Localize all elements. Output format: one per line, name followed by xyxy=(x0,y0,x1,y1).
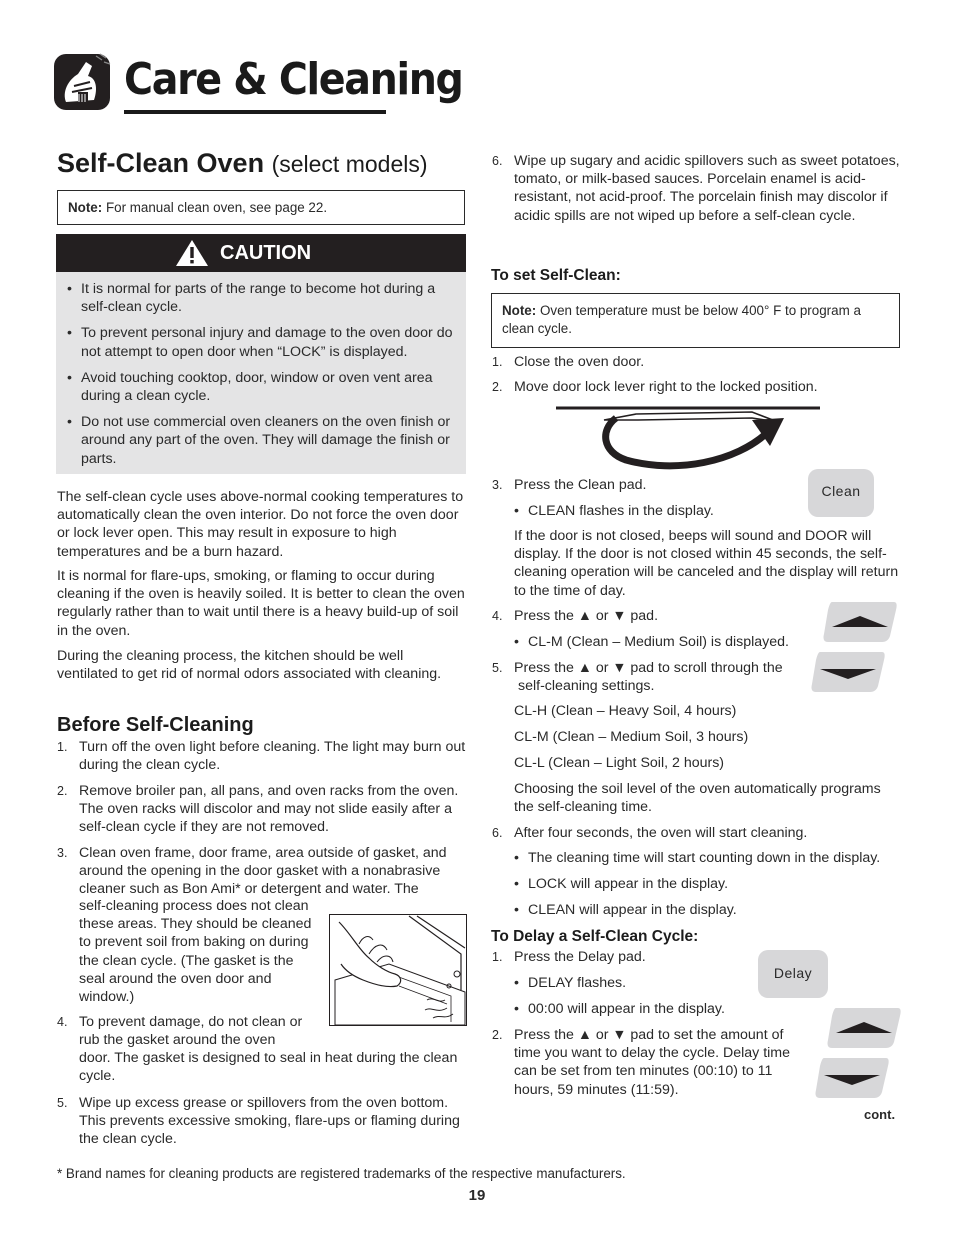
down-arrow-pad-button[interactable] xyxy=(814,1056,890,1100)
list-text: Press the ▲ or ▼ pad to set the amount of time you want to delay the cycle. Delay time can be set from ten minutes (00:10) to 11 hours, 59 minutes (11:59). xyxy=(514,1027,790,1098)
list-number: 6. xyxy=(492,154,503,168)
note-text: Oven temperature must be below 400° F to program a clean cycle. xyxy=(502,303,861,336)
list-text: Press the Clean pad. xyxy=(514,477,647,493)
soil-level-light: CL-L (Clean – Light Soil, 2 hours) xyxy=(514,755,725,771)
list-item xyxy=(57,1013,313,1049)
delay-pad-button[interactable] xyxy=(758,950,828,998)
intro-paragraph: The self-clean cycle uses above-normal cooking temperatures to automatically clean the oven interior. Do not force the oven door or lock lever open. This may result in exposure to high temperatures and be a burn hazard. xyxy=(57,489,464,560)
trademark-footnote: * Brand names for cleaning products are registered trademarks of the respective manufacturers. xyxy=(57,1166,626,1181)
list-item xyxy=(57,844,467,899)
list-number: 1. xyxy=(492,950,503,964)
page-header-title: Care & Cleaning xyxy=(124,54,463,105)
list-item-continued: door. The gasket is designed to seal in heat during the clean cycle. xyxy=(79,1050,458,1085)
page-number: 19 xyxy=(468,1187,486,1204)
list-number: 3. xyxy=(57,846,68,860)
caution-item: • Do not use commercial oven cleaners on the oven finish or around any part of the oven. They will damage the finish or parts. xyxy=(67,413,459,468)
list-item-continued: self-cleaning settings. xyxy=(518,678,655,694)
bullet-item: • DELAY flashes. xyxy=(514,974,814,992)
continued-label: cont. xyxy=(864,1107,896,1122)
list-item xyxy=(492,948,792,966)
list-number: 2. xyxy=(57,784,68,798)
up-arrow-pad-button[interactable] xyxy=(822,600,898,644)
list-text: Wipe up sugary and acidic spillovers such as sweet potatoes, tomato, or milk-based sauces. Porcelain enamel is acid-resistant, not acid-proof. The porcelain finish may discolor if acidic spills are not wiped up before a self-clean cycle. xyxy=(514,153,900,224)
clean-pad-button[interactable] xyxy=(808,469,874,517)
caution-label: CAUTION xyxy=(220,242,312,264)
list-text: Press the Delay pad. xyxy=(514,949,646,965)
bullet-item: • LOCK will appear in the display. xyxy=(514,875,906,893)
list-item xyxy=(57,1094,467,1149)
bullet-list xyxy=(514,633,814,659)
oven-door-gasket-illustration xyxy=(329,914,467,1026)
note-label: Note: xyxy=(502,303,537,318)
bullet-item: • CLEAN flashes in the display. xyxy=(514,502,814,520)
list-number: 5. xyxy=(492,661,503,675)
list-item xyxy=(57,738,467,774)
caution-item: • Avoid touching cooktop, door, window or oven vent area during a clean cycle. xyxy=(67,369,459,405)
list-number: 1. xyxy=(492,355,503,369)
list-text: Clean oven frame, door frame, area outside of gasket, and around the opening in the door gasket with a nonabrasive cleaner such as Bon Ami* or detergent and water. The xyxy=(79,845,447,898)
clean-pad-label: Clean xyxy=(821,483,861,499)
bullet-list xyxy=(514,502,814,528)
section-title xyxy=(57,148,428,179)
list-text: Press the ▲ or ▼ pad. xyxy=(514,608,659,624)
delay-self-clean-title: To Delay a Self-Clean Cycle: xyxy=(491,928,699,945)
note-text: For manual clean oven, see page 22. xyxy=(105,200,328,215)
list-number: 3. xyxy=(492,478,503,492)
list-item xyxy=(57,782,467,837)
list-item xyxy=(492,476,792,494)
bullet-list xyxy=(514,849,906,928)
soil-level-medium: CL-M (Clean – Medium Soil, 3 hours) xyxy=(514,729,749,745)
list-number: 2. xyxy=(492,380,503,394)
list-item xyxy=(492,1026,808,1099)
intro-paragraph: It is normal for flare-ups, smoking, or flaming to occur during cleaning if the oven is heavily soiled. It is better to clean the oven regularly rather than to wait until there is a heavy build-up of soil in the oven. xyxy=(57,568,465,639)
header-underline xyxy=(124,110,386,114)
door-warning-paragraph: If the door is not closed, beeps will sound and DOOR will display. If the door is not closed within 45 seconds, the self-cleaning operation will be canceled and the display will return to the time of day. xyxy=(514,528,899,599)
before-self-cleaning-title: Before Self-Cleaning xyxy=(57,714,254,736)
list-item xyxy=(492,607,792,625)
note-label: Note: xyxy=(68,200,103,215)
soil-level-heavy: CL-H (Clean – Heavy Soil, 4 hours) xyxy=(514,703,737,719)
list-text: Close the oven door. xyxy=(514,354,645,370)
list-item xyxy=(492,824,900,842)
soil-level-paragraph: Choosing the soil level of the oven automatically programs the self-cleaning time. xyxy=(514,781,881,816)
list-item-continued: self-cleaning process does not clean these areas. They should be cleaned to prevent soil from baking on during the clean cycle. (The gasket is the seal around the oven door and window.) xyxy=(79,898,312,1006)
list-number: 1. xyxy=(57,740,68,754)
down-arrow-pad-button[interactable] xyxy=(810,650,886,694)
list-text: Wipe up excess grease or spillovers from the oven bottom. This prevents excessive smoking, flare-ups or flaming during the clean cycle. xyxy=(79,1095,460,1148)
caution-list xyxy=(67,280,459,476)
list-number: 4. xyxy=(57,1015,68,1029)
delay-pad-label: Delay xyxy=(773,965,813,981)
list-number: 6. xyxy=(492,826,503,840)
note-manual-clean xyxy=(57,190,465,225)
list-text: Press the ▲ or ▼ pad to scroll through the xyxy=(514,660,783,676)
section-title-sub: (select models) xyxy=(271,151,428,177)
bullet-item: • 00:00 will appear in the display. xyxy=(514,1000,814,1018)
bullet-item: • CLEAN will appear in the display. xyxy=(514,901,906,919)
intro-paragraph: During the cleaning process, the kitchen should be well ventilated to get rid of normal odors associated with cleaning. xyxy=(57,648,442,683)
list-text: Move door lock lever right to the locked position. xyxy=(514,379,818,395)
list-item xyxy=(492,659,802,677)
list-text: After four seconds, the oven will start cleaning. xyxy=(514,825,808,841)
list-text: Remove broiler pan, all pans, and oven racks from the oven. The oven racks will discolor and may not slide easily after a self-clean cycle if they are not removed. xyxy=(79,783,459,836)
list-item xyxy=(492,353,900,371)
up-arrow-pad-button[interactable] xyxy=(826,1006,902,1050)
list-number: 2. xyxy=(492,1028,503,1042)
bullet-item: • The cleaning time will start counting down in the display. xyxy=(514,849,906,867)
list-number: 5. xyxy=(57,1096,68,1110)
list-item xyxy=(492,378,900,396)
door-lock-lever-illustration xyxy=(556,400,820,472)
list-text: To prevent damage, do not clean or rub the gasket around the oven xyxy=(79,1014,303,1049)
cleaning-hand-icon xyxy=(52,52,112,112)
list-item xyxy=(492,152,900,225)
caution-item: • To prevent personal injury and damage to the oven door do not attempt to open door when “LOCK” is displayed. xyxy=(67,324,459,360)
list-number: 4. xyxy=(492,609,503,623)
note-temperature xyxy=(491,293,900,348)
bullet-item: • CL-M (Clean – Medium Soil) is displayed. xyxy=(514,633,814,651)
set-self-clean-title: To set Self-Clean: xyxy=(491,267,621,284)
list-text: Turn off the oven light before cleaning. The light may burn out during the clean cycle. xyxy=(79,739,466,774)
section-title-main: Self-Clean Oven xyxy=(57,148,265,178)
warning-icon xyxy=(175,239,209,267)
caution-item: • It is normal for parts of the range to become hot during a self-clean cycle. xyxy=(67,280,459,316)
